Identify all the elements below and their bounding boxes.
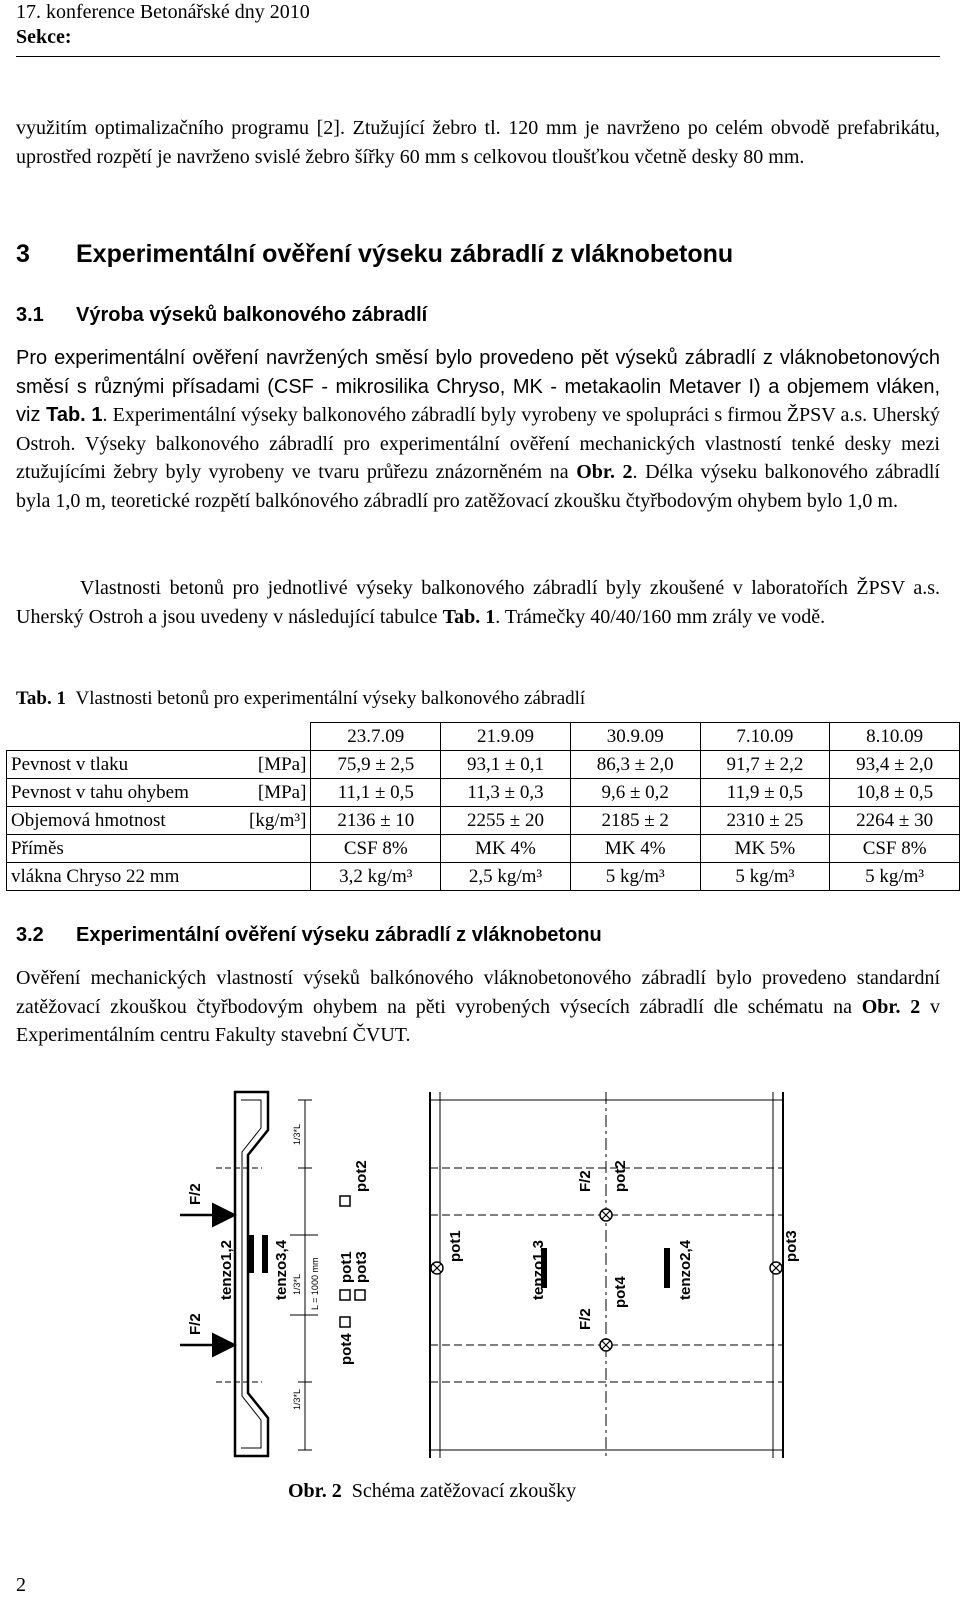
- section-3-2-number: 3.2: [16, 924, 44, 946]
- load-label-top: F/2: [187, 1183, 204, 1205]
- section-3-1-title: Výroba výseků balkonového zábradlí: [76, 304, 428, 326]
- row-label: Příměs: [11, 837, 64, 859]
- plan-strain-gauge-24: [664, 1248, 670, 1288]
- plan-pot3-label: pot3: [783, 1230, 800, 1262]
- figure-caption-label: Obr. 2: [288, 1480, 342, 1502]
- table-cell: 9,6 ± 0,2: [570, 779, 700, 807]
- panel-profile: [235, 1092, 268, 1456]
- plan-pot4-label: pot4: [612, 1276, 629, 1308]
- plan-pot1-label: pot1: [447, 1230, 464, 1262]
- table-cell: MK 4%: [570, 835, 700, 863]
- potentiometer-2: [340, 1196, 350, 1206]
- table-cell: CSF 8%: [830, 835, 960, 863]
- pot2-label: pot2: [353, 1160, 370, 1192]
- paragraph-text: . Délka výseku balkonového zábradlí byla 1,0 m, teoretické rozpětí balkónového zábradlí pro zatěžovací zkoušku čtyřbodovým ohybem bylo 1,0 m.: [16, 461, 940, 512]
- potentiometer-3: [355, 1290, 365, 1300]
- conference-title: 17. konference Betonářské dny 2010: [16, 1, 310, 23]
- figure-caption-text: Schéma zatěžovací zkoušky: [351, 1480, 577, 1502]
- pot3-label: pot3: [353, 1251, 370, 1283]
- paragraph-text: Ověření mechanických vlastností výseků balkónového vláknobetonového zábradlí bylo provedeno standardní zatěžovací zkouškou čtyřbodovým ohybem na pěti vyrobených výsecích zábradlí dle schématu na: [16, 967, 940, 1018]
- paragraph-text: . Trámečky 40/40/160 mm zrály ve vodě.: [495, 605, 826, 628]
- paragraph-text: Vlastnosti betonů pro jednotlivé výseky balkonového zábradlí byly zkoušené v laboratořích ŽPSV a.s. Uherský Ostroh a jsou uvedeny v následující tabulce: [16, 577, 940, 628]
- table-cell: 11,9 ± 0,5: [700, 779, 830, 807]
- plan-view: [430, 1092, 800, 1458]
- row-unit: [kg/m³]: [249, 809, 307, 831]
- table-cell: 2255 ± 20: [441, 807, 571, 835]
- section-3-number: 3: [16, 240, 30, 268]
- table-cell: 2136 ± 10: [311, 807, 441, 835]
- third-label-top: 1/3*L: [292, 1123, 302, 1145]
- cross-section-view: [180, 1092, 370, 1456]
- figure-caption: [288, 1480, 576, 1503]
- date-header: 7.10.09: [700, 723, 830, 751]
- section-3-2-title: Experimentální ověření výseku zábradlí z vláknobetonu: [76, 924, 602, 946]
- date-header: 8.10.09: [830, 723, 960, 751]
- table-cell: 11,1 ± 0,5: [311, 779, 441, 807]
- table-caption-text: Vlastnosti betonů pro experimentální výseky balkonového zábradlí: [75, 688, 586, 709]
- plan-pot2-label: pot2: [612, 1160, 629, 1192]
- date-header: 23.7.09: [311, 723, 441, 751]
- page-number: 2: [16, 1574, 26, 1596]
- table-cell: 10,8 ± 0,5: [830, 779, 960, 807]
- table-cell: 86,3 ± 2,0: [570, 751, 700, 779]
- length-label: L = 1000 mm: [310, 1257, 320, 1310]
- date-header: 30.9.09: [570, 723, 700, 751]
- table-cell: 2,5 kg/m³: [441, 863, 571, 891]
- tenzo34-label: tenzo3,4: [273, 1239, 290, 1300]
- pot4-label: pot4: [338, 1333, 355, 1365]
- row-label: Pevnost v tlaku: [11, 753, 129, 775]
- plan-load-label-bottom: F/2: [577, 1308, 594, 1330]
- table-cell: 2264 ± 30: [830, 807, 960, 835]
- plan-tenzo13-label: tenzo1,3: [530, 1239, 547, 1300]
- table-cell: 2185 ± 2: [570, 807, 700, 835]
- paragraph-text: v Experimentálním centru Fakulty stavební ČVUT.: [16, 995, 940, 1047]
- paragraph-text: Pro experimentální ověření navržených směsí bylo provedeno pět výseků zábradlí z vláknobetonových směsí s různými přísadami (CSF - mikrosilika Chryso, MK - metakaolin Metaver I) a objemem vláken, viz: [16, 347, 940, 427]
- table-cell: 5 kg/m³: [700, 863, 830, 891]
- table-cell: 11,3 ± 0,3: [441, 779, 571, 807]
- table-cell: 91,7 ± 2,2: [700, 751, 830, 779]
- table-cell: 5 kg/m³: [570, 863, 700, 891]
- potentiometer-1: [340, 1290, 350, 1300]
- tenzo12-label: tenzo1,2: [218, 1239, 235, 1300]
- plan-tenzo24-label: tenzo2,4: [677, 1239, 694, 1300]
- figure-reference: Obr. 2: [576, 461, 633, 484]
- table-cell: MK 5%: [700, 835, 830, 863]
- third-label-mid: 1/3*L: [292, 1273, 302, 1295]
- row-unit: [MPa]: [257, 753, 307, 775]
- plan-potentiometer-1: [431, 1262, 443, 1274]
- table-cell: 93,4 ± 2,0: [830, 751, 960, 779]
- paragraph-text: . Experimentální výseky balkonového zábradlí byly vyrobeny ve spolupráci s firmou ŽPSV a.s. Uherský Ostroh. Výseky balkonového zábradlí pro experimentální ověření mechanických vlastností tenké desky mezi ztužujícími žebry byly vyrobeny ve tvaru průřezu znázorněném na: [16, 404, 941, 484]
- table-cell: 75,9 ± 2,5: [311, 751, 441, 779]
- table-cell: MK 4%: [441, 835, 571, 863]
- strain-gauge-12: [248, 1235, 254, 1273]
- table-caption-label: Tab. 1: [16, 688, 66, 709]
- row-label: Objemová hmotnost: [11, 809, 166, 831]
- section-3-title: Experimentální ověření výseku zábradlí z vláknobetonu: [76, 240, 734, 268]
- row-label: vlákna Chryso 22 mm: [11, 865, 180, 887]
- plan-potentiometer-4: [600, 1339, 612, 1351]
- plan-load-label-top: F/2: [577, 1170, 594, 1192]
- intro-paragraph: využitím optimalizačního programu [2]. Ztužující žebro tl. 120 mm je navrženo po celém obvodě prefabrikátu, uprostřed rozpětí je navrženo svislé žebro šířky 60 mm s celkovou tloušťkou včetně desky 80 mm.: [16, 117, 940, 168]
- potentiometer-4: [340, 1317, 350, 1327]
- load-label-bottom: F/2: [187, 1313, 204, 1335]
- table-cell: 2310 ± 25: [700, 807, 830, 835]
- strain-gauge-34: [262, 1235, 268, 1273]
- table-cell: 5 kg/m³: [830, 863, 960, 891]
- table-cell: 93,1 ± 0,1: [441, 751, 571, 779]
- plan-potentiometer-3: [770, 1262, 782, 1274]
- section-3-1-number: 3.1: [16, 304, 44, 326]
- date-header: 21.9.09: [441, 723, 571, 751]
- third-label-bot: 1/3*L: [292, 1388, 302, 1410]
- row-unit: [MPa]: [257, 781, 307, 803]
- row-label: Pevnost v tahu ohybem: [11, 781, 189, 803]
- pot1-label: pot1: [338, 1251, 355, 1283]
- section-label: Sekce:: [16, 26, 72, 48]
- plan-potentiometer-2: [600, 1209, 612, 1221]
- table-reference: Tab. 1: [46, 404, 103, 427]
- table-reference: Tab. 1: [442, 605, 496, 628]
- figure-reference: Obr. 2: [861, 995, 921, 1018]
- table-cell: 3,2 kg/m³: [311, 863, 441, 891]
- table-cell: CSF 8%: [311, 835, 441, 863]
